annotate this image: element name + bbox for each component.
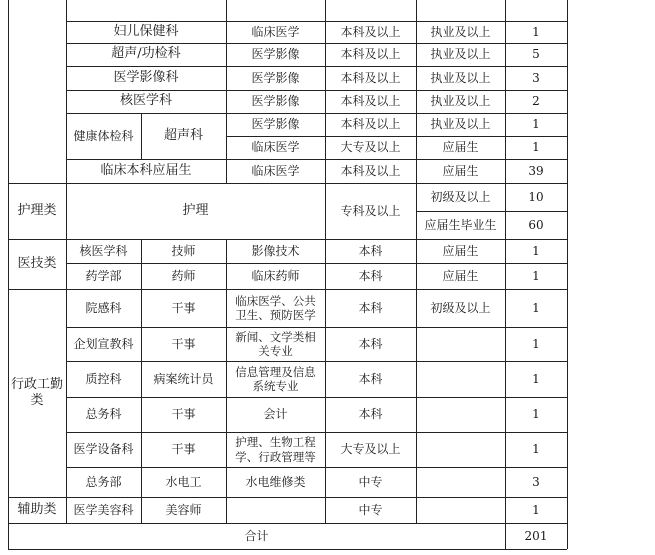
education-cell: 本科 [358,336,383,351]
education-cell: 本科 [358,268,383,283]
qualification-cell: 执业及以上 [430,47,491,61]
dept-cell: 院感科 [85,300,122,315]
count-cell: 5 [532,47,540,61]
dept-cell: 总务部 [85,474,122,489]
count-cell: 2 [532,94,540,108]
dept-cell: 医学设备科 [73,442,134,456]
count-cell: 60 [528,217,544,232]
dept-cell: 医学美容科 [73,502,134,517]
dept-cell: 药学部 [85,268,122,283]
major-cell: 医学影像 [251,70,300,85]
education-cell: 大专及以上 [340,140,401,154]
dept-cell: 超声/功检科 [111,46,181,62]
major-cell: 临床医学 [251,140,300,154]
qualification-cell: 应届生毕业生 [424,217,497,232]
count-cell: 3 [532,70,540,85]
qualification-cell: 初级及以上 [430,300,491,315]
qualification-cell: 初级及以上 [430,189,491,204]
major-cell: 信息管理及信息 系统专业 [235,364,316,393]
major-cell: 临床医学 [251,24,300,39]
dept-cell: 总务科 [85,407,122,421]
education-cell: 本科及以上 [340,47,401,61]
count-cell: 3 [532,474,540,489]
education-cell: 本科及以上 [340,94,401,108]
dept-cell: 质控科 [85,371,122,386]
major-cell: 护理、生物工程 学、行政管理等 [235,435,316,464]
post-cell: 干事 [171,442,196,456]
category-cell: 医技类 [17,255,57,271]
dept-cell: 核医学科 [119,93,172,109]
count-cell: 1 [532,140,540,154]
education-cell: 本科 [358,243,383,258]
dept-cell: 企划宣教科 [73,336,134,351]
count-cell: 1 [532,502,540,517]
count-cell: 1 [532,407,540,421]
major-cell: 新闻、文学类相 关专业 [235,329,316,358]
qualification-cell: 执业及以上 [430,24,491,39]
post-cell: 干事 [171,407,196,421]
category-cell: 辅助类 [17,501,57,517]
dept-cell: 健康体检科 [73,128,134,143]
major-cell: 医学影像 [251,94,300,108]
education-cell: 本科 [358,300,383,315]
education-cell: 本科及以上 [340,70,401,85]
qualification-cell: 应届生 [442,268,479,283]
count-cell: 1 [532,442,540,456]
qualification-cell: 应届生 [442,140,479,154]
post-cell: 超声科 [163,127,203,143]
education-cell: 中专 [358,502,383,517]
qualification-cell: 执业及以上 [430,94,491,108]
education-cell: 大专及以上 [340,442,401,456]
post-cell: 干事 [171,300,196,315]
count-cell: 1 [532,336,540,351]
education-cell: 中专 [358,474,383,489]
major-cell: 影像技术 [251,243,300,258]
count-cell: 1 [532,371,540,386]
education-cell: 本科 [358,407,383,421]
dept-cell: 核医学科 [79,243,128,258]
major-cell: 医学影像 [251,47,300,61]
count-cell: 1 [532,24,540,39]
dept-cell: 临床本科应届生 [100,162,192,178]
major-cell: 会计 [263,407,288,421]
qualification-cell: 执业及以上 [430,70,491,85]
qualification-cell: 应届生 [442,243,479,258]
dept-cell: 医学影像科 [113,69,179,85]
total-label: 合计 [244,528,269,543]
total-count: 201 [524,528,548,543]
count-cell: 1 [532,117,540,131]
rule [8,549,567,550]
major-cell: 临床药师 [251,268,300,283]
category-cell: 护理类 [17,202,57,218]
rule [567,0,568,549]
qualification-cell: 应届生 [442,163,479,178]
major-cell: 临床医学 [251,163,300,178]
education-cell: 本科及以上 [340,24,401,39]
education-cell: 本科及以上 [340,163,401,178]
post-cell: 病案统计员 [153,371,214,386]
dept-cell: 妇儿保健科 [113,23,179,39]
qualification-cell: 执业及以上 [430,117,491,131]
post-cell: 药师 [171,268,196,283]
count-cell: 1 [532,300,540,315]
post-cell: 美容师 [165,502,202,517]
count-cell: 10 [528,189,544,204]
education-cell: 专科及以上 [340,203,401,218]
major-cell: 医学影像 [251,117,300,131]
count-cell: 1 [532,243,540,258]
education-cell: 本科及以上 [340,117,401,131]
category-cell: 行政工勤 类 [10,376,63,408]
education-cell: 本科 [358,371,383,386]
dept-cell: 护理 [182,202,209,218]
major-cell: 临床医学、公共 卫生、预防医学 [235,293,316,322]
post-cell: 技师 [171,243,196,258]
count-cell: 39 [528,163,544,178]
post-cell: 水电工 [165,474,202,489]
major-cell: 水电维修类 [245,474,306,489]
post-cell: 干事 [171,336,196,351]
count-cell: 1 [532,268,540,283]
